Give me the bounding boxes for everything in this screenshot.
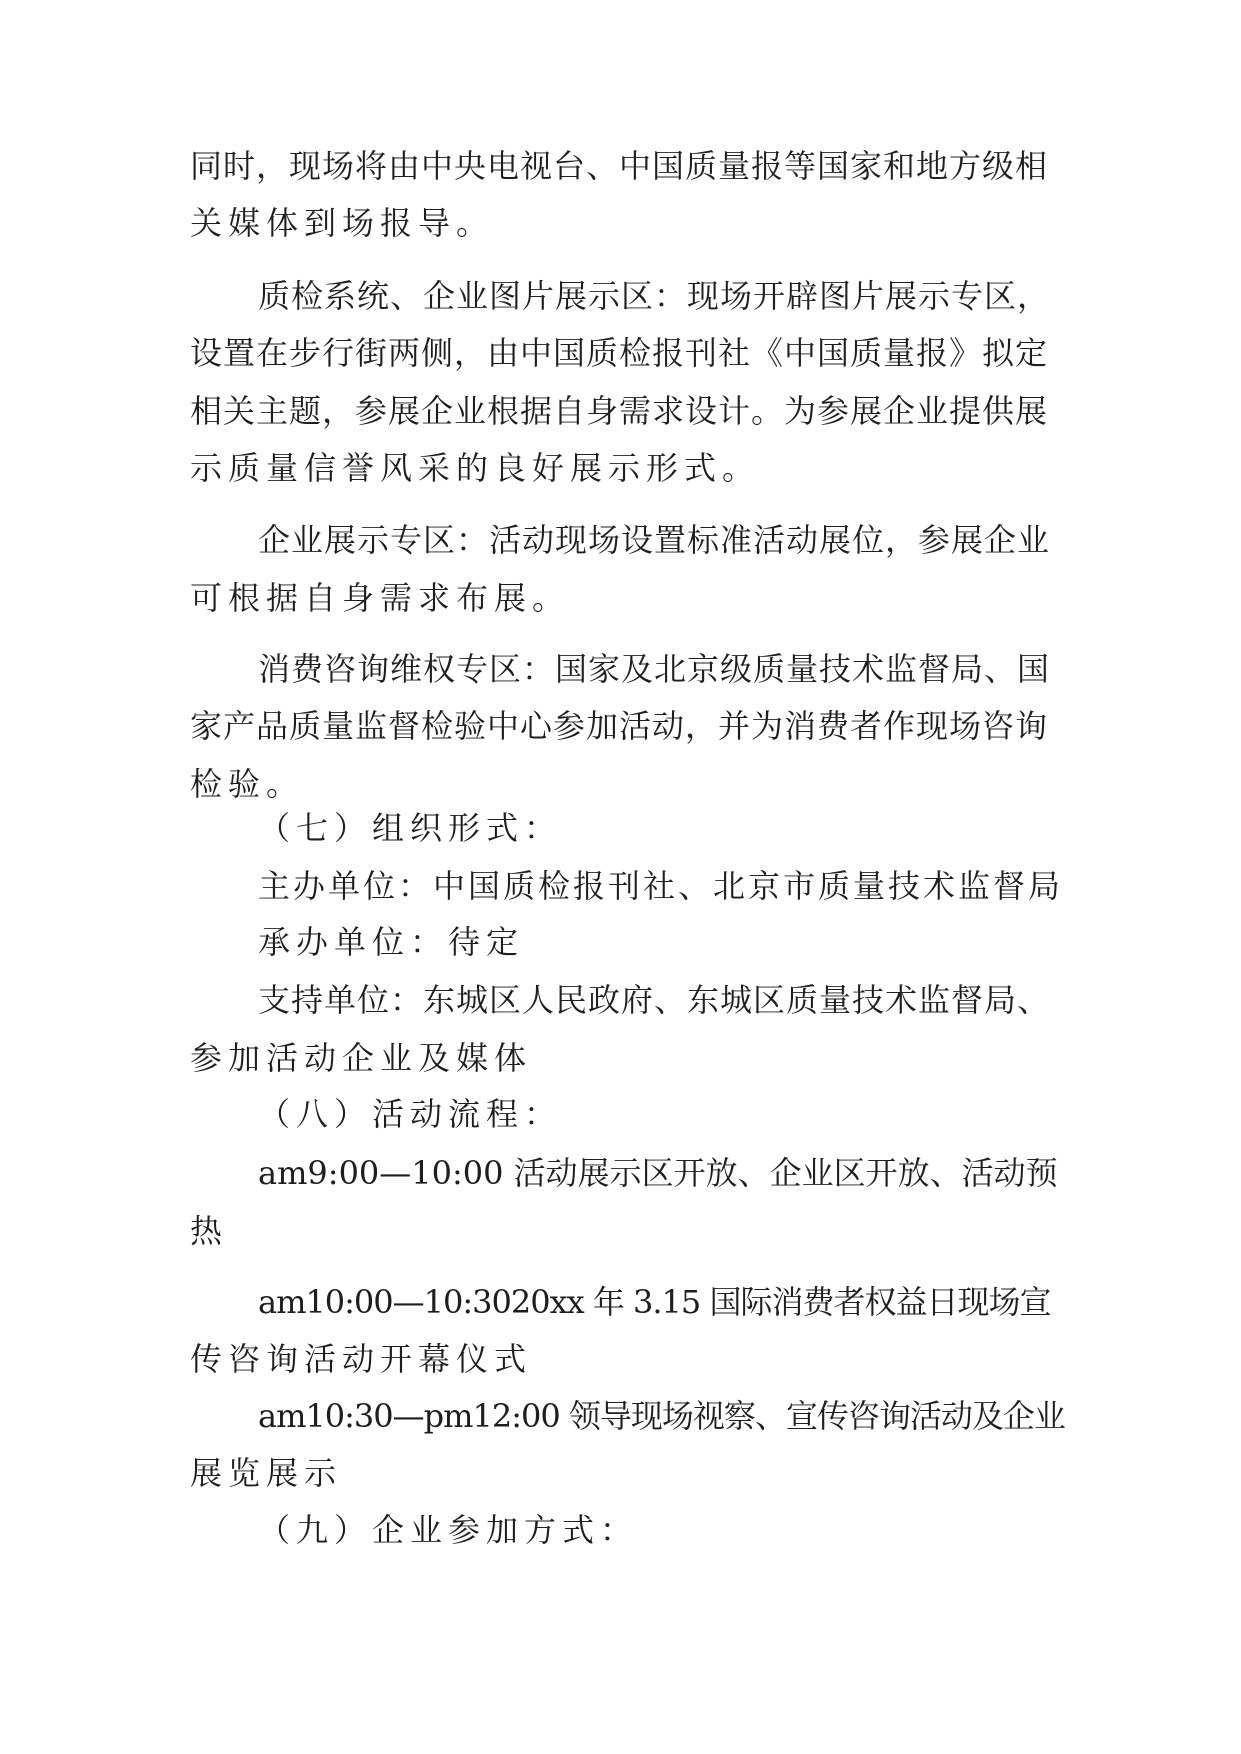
text-line: 相关主题，参展企业根据自身需求设计。为参展企业提供展 bbox=[190, 392, 1049, 430]
text-line: 关媒体到场报导。 bbox=[190, 204, 495, 242]
text-line: 展览展示 bbox=[190, 1454, 343, 1492]
text-line: 质检系统、企业图片展示区：现场开辟图片展示专区， bbox=[258, 277, 1051, 315]
text-line: 传咨询活动开幕仪式 bbox=[190, 1340, 533, 1378]
text-line: 可根据自身需求布展。 bbox=[190, 579, 571, 617]
text-line: 主办单位：中国质检报刊社、北京市质量技术监督局 bbox=[258, 867, 1064, 905]
text-line: 承办单位：待定 bbox=[258, 923, 525, 961]
text-line: 参加活动企业及媒体 bbox=[190, 1039, 533, 1077]
text-line: 支持单位：东城区人民政府、东城区质量技术监督局、 bbox=[258, 981, 1051, 1019]
text-line: 同时，现场将由中央电视台、中国质量报等国家和地方级相 bbox=[190, 147, 1049, 185]
text-line: 设置在步行街两侧，由中国质检报刊社《中国质量报》拟定 bbox=[190, 334, 1049, 372]
text-line: 示质量信誉风采的良好展示形式。 bbox=[190, 449, 761, 487]
text-line: 热 bbox=[190, 1212, 229, 1250]
text-line: 检验。 bbox=[190, 765, 305, 803]
section-heading: （八）活动流程： bbox=[258, 1095, 563, 1133]
text-line: am10:00—10:3020xx 年 3.15 国际消费者权益日现场宣 bbox=[258, 1283, 1051, 1321]
section-heading: （九）企业参加方式： bbox=[258, 1511, 639, 1549]
text-line: 企业展示专区：活动现场设置标准活动展位，参展企业 bbox=[258, 521, 1051, 559]
text-line: 家产品质量监督检验中心参加活动，并为消费者作现场咨询 bbox=[190, 707, 1049, 745]
text-line: 消费咨询维权专区：国家及北京级质量技术监督局、国 bbox=[258, 650, 1051, 688]
section-heading: （七）组织形式： bbox=[258, 809, 563, 847]
text-line: am9:00—10:00 活动展示区开放、企业区开放、活动预 bbox=[258, 1154, 1058, 1192]
text-line: am10:30—pm12:00 领导现场视察、宣传咨询活动及企业 bbox=[258, 1397, 1065, 1435]
